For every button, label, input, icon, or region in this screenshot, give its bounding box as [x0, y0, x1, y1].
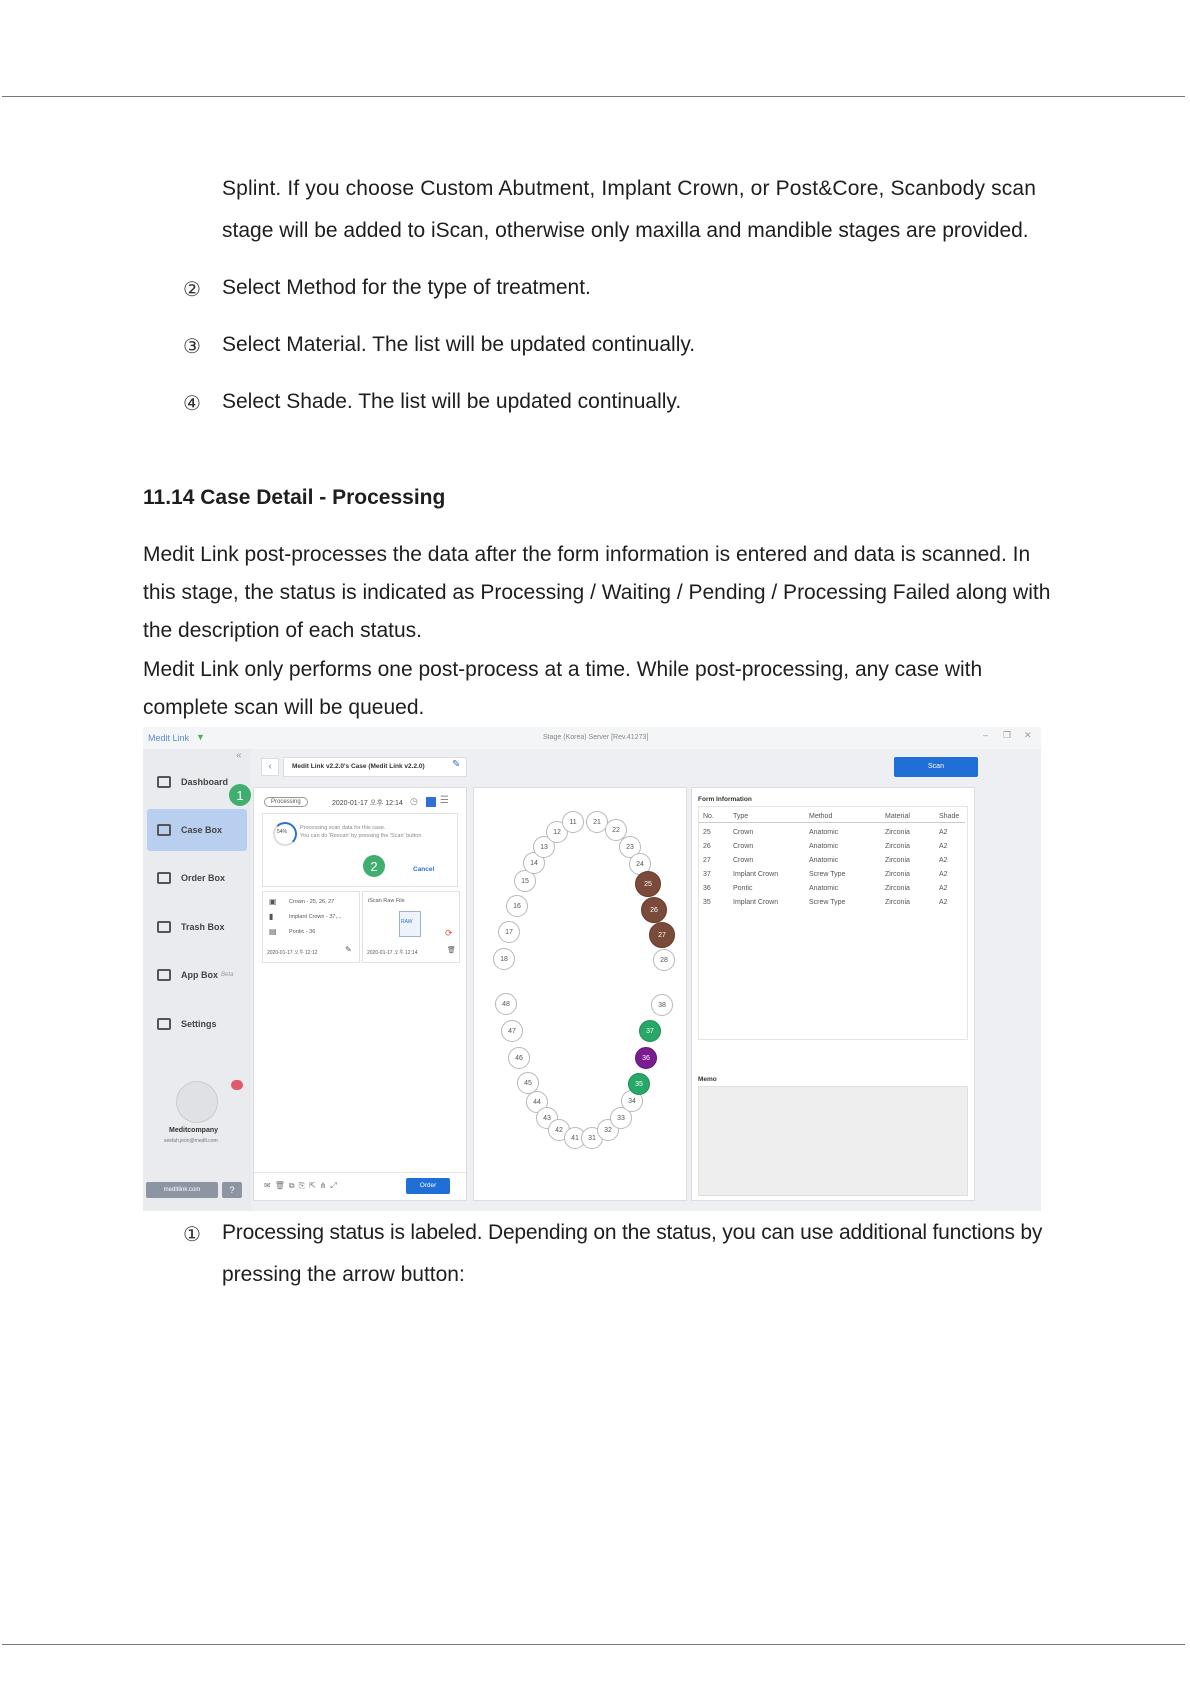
case-panel: [253, 787, 467, 1201]
tooth-36[interactable]: 36: [635, 1047, 657, 1069]
tooth-24[interactable]: 24: [629, 853, 651, 875]
close-icon[interactable]: ✕: [1024, 730, 1032, 740]
tooth-31[interactable]: 31: [581, 1127, 603, 1149]
case-toolbar: [254, 1172, 466, 1199]
col-material: Material: [885, 813, 910, 820]
avatar[interactable]: [176, 1081, 218, 1123]
table-cell: 25: [703, 829, 711, 836]
step-2-text: Select Method for the type of treatment.: [222, 276, 591, 299]
header-rule: [2, 96, 1185, 97]
tooth-23[interactable]: 23: [619, 836, 641, 858]
progress-message-2: You can do 'Rescan' by pressing the 'Scan' button.: [300, 833, 423, 839]
table-row[interactable]: [699, 857, 965, 864]
sidebar-label: Order Box: [181, 873, 226, 883]
tooth-12[interactable]: 12: [546, 821, 568, 843]
sidebar-item-app-box[interactable]: [147, 954, 247, 996]
maximize-icon[interactable]: ❐: [1003, 730, 1012, 740]
table-cell: Crown: [733, 843, 754, 850]
col-shade: Shade: [939, 813, 960, 820]
tooth-33[interactable]: 33: [610, 1107, 632, 1129]
col-method: Method: [809, 813, 833, 820]
tooth-48[interactable]: 48: [495, 993, 517, 1015]
sidebar-label: Case Box: [181, 825, 223, 835]
table-cell: 36: [703, 885, 711, 892]
tooth-46[interactable]: 46: [508, 1047, 530, 1069]
case-box-icon: [157, 824, 171, 836]
app-box-icon: [157, 969, 171, 981]
sync-error-icon[interactable]: ⟳: [445, 928, 453, 938]
cancel-button[interactable]: Cancel: [413, 866, 435, 873]
table-cell: Anatomic: [809, 829, 839, 836]
table-cell: Implant Crown: [733, 871, 779, 878]
section-heading: 11.14 Case Detail - Processing: [143, 486, 446, 509]
form-information-panel: [691, 787, 975, 1201]
para-line-4: Medit Link only performs one post-process at a time. While post-processing, any case with: [143, 658, 983, 681]
raw-file-card[interactable]: [362, 891, 460, 963]
window-title: Stage (Korea) Server [Rev.41273]: [543, 734, 649, 741]
implant-icon: ▮: [269, 912, 274, 921]
para-line-5: complete scan will be queued.: [143, 696, 425, 719]
progress-message-1: Processing scan data for this case.: [300, 825, 386, 831]
intro-line-2: stage will be added to iScan, otherwise only maxilla and mandible stages are provided.: [222, 219, 1029, 242]
sidebar-item-trash-box[interactable]: [147, 906, 247, 948]
after-line-2: pressing the arrow button:: [222, 1263, 465, 1286]
step-3-text: Select Material. The list will be updated continually.: [222, 333, 696, 356]
table-row[interactable]: [699, 871, 965, 878]
table-cell: Zirconia: [885, 885, 910, 892]
tooth-45[interactable]: 45: [517, 1072, 539, 1094]
table-cell: A2: [939, 885, 948, 892]
case-datetime: 2020-01-17 오후 12:14: [332, 800, 403, 807]
tooth-25[interactable]: 25: [635, 871, 661, 897]
table-cell: Crown: [733, 857, 754, 864]
tooth-32[interactable]: 32: [597, 1119, 619, 1141]
step-3-marker: ③: [183, 336, 201, 358]
table-cell: Zirconia: [885, 899, 910, 906]
wifi-icon: ▼: [196, 732, 205, 742]
tooth-13[interactable]: 13: [533, 836, 555, 858]
tooth-14[interactable]: 14: [523, 852, 545, 874]
sidebar-item-settings[interactable]: [147, 1003, 247, 1045]
tooth-47[interactable]: 47: [501, 1020, 523, 1042]
app-screenshot: [143, 727, 1041, 1211]
grid-view-icon[interactable]: [426, 797, 436, 807]
tooth-21[interactable]: 21: [586, 811, 608, 833]
table-cell: Anatomic: [809, 885, 839, 892]
pontic-icon: ▤: [269, 927, 277, 936]
table-cell: A2: [939, 829, 948, 836]
tooth-16[interactable]: 16: [506, 895, 528, 917]
tooth-11[interactable]: 11: [562, 811, 584, 833]
tooth-18[interactable]: 18: [493, 948, 515, 970]
tooth-41[interactable]: 41: [564, 1127, 586, 1149]
order-date: 2020-01-17 오후 12:12: [267, 950, 318, 956]
para-line-2: this stage, the status is indicated as Processing / Waiting / Pending / Processing Failed along with: [143, 581, 1051, 604]
delete-icon[interactable]: 🗑: [447, 947, 456, 954]
tooth-icon: ▣: [269, 897, 277, 906]
order-box-icon: [157, 872, 171, 884]
table-row[interactable]: [699, 843, 965, 850]
tooth-42[interactable]: 42: [548, 1119, 570, 1141]
table-cell: Screw Type: [809, 871, 846, 878]
table-cell: Screw Type: [809, 899, 846, 906]
footer-rule: [2, 1644, 1185, 1645]
scan-button[interactable]: Scan: [894, 757, 978, 777]
table-row[interactable]: [699, 899, 965, 906]
table-header: [699, 813, 965, 823]
tooth-44[interactable]: 44: [526, 1091, 548, 1113]
help-icon[interactable]: ?: [222, 1182, 242, 1198]
order-item: Implant Crown - 37,...: [289, 914, 342, 920]
sidebar-label: Trash Box: [181, 922, 225, 932]
table-cell: A2: [939, 857, 948, 864]
table-cell: Zirconia: [885, 843, 910, 850]
order-button[interactable]: Order: [406, 1178, 450, 1194]
table-cell: Zirconia: [885, 871, 910, 878]
table-cell: Pontic: [733, 885, 753, 892]
table-cell: 27: [703, 857, 711, 864]
tooth-34[interactable]: 34: [621, 1090, 643, 1112]
table-cell: Crown: [733, 829, 754, 836]
table-cell: A2: [939, 871, 948, 878]
beta-tag: Beta: [221, 972, 234, 978]
progress-card: [262, 813, 458, 887]
step-4-marker: ④: [183, 393, 201, 415]
memo-label: Memo: [698, 1076, 717, 1083]
case-title: Medit Link v2.2.0's Case (Medit Link v2.2.0): [292, 763, 425, 770]
sidebar-label: Settings: [181, 1019, 217, 1029]
table-cell: Zirconia: [885, 857, 910, 864]
table-row[interactable]: [699, 885, 965, 892]
after-line-1: Processing status is labeled. Depending on the status, you can use additional functions by: [222, 1221, 1043, 1244]
tooth-17[interactable]: 17: [498, 921, 520, 943]
table-cell: A2: [939, 843, 948, 850]
progress-percent: 54%: [277, 829, 288, 835]
memo-field[interactable]: [698, 1086, 968, 1196]
collapse-icon[interactable]: «: [236, 750, 242, 761]
sidebar-label: Dashboard: [181, 777, 229, 787]
form-information-title: Form Information: [698, 796, 752, 803]
form-table: [698, 806, 968, 1040]
raw-file-title: iScan Raw File: [368, 898, 405, 904]
order-item: Crown - 25, 26, 27: [289, 899, 335, 905]
table-cell: Zirconia: [885, 829, 910, 836]
trash-icon: [157, 921, 171, 933]
table-cell: Anatomic: [809, 843, 839, 850]
settings-icon: [157, 1018, 171, 1030]
table-cell: A2: [939, 899, 948, 906]
table-cell: 35: [703, 899, 711, 906]
intro-line-1: Splint. If you choose Custom Abutment, Implant Crown, or Post&Core, Scanbody scan: [222, 177, 1037, 200]
step-2-marker: ②: [183, 279, 201, 301]
case-title-box: [283, 757, 467, 777]
tooth-28[interactable]: 28: [653, 949, 675, 971]
tooth-43[interactable]: 43: [536, 1107, 558, 1129]
order-item: Pontic - 36: [289, 929, 316, 935]
para-line-3: the description of each status.: [143, 619, 422, 642]
notification-badge[interactable]: [231, 1080, 243, 1090]
step-4-text: Select Shade. The list will be updated continually.: [222, 390, 682, 413]
toolbar-icons[interactable]: ✉🗑⧉⎘⇱⋔⤢: [264, 1181, 341, 1190]
sidebar-item-order-box[interactable]: [147, 857, 247, 899]
table-row[interactable]: [699, 829, 965, 836]
tooth-22[interactable]: 22: [605, 819, 627, 841]
tooth-35[interactable]: 35: [628, 1073, 650, 1095]
user-email: seelah.jeon@medit.com: [164, 1138, 218, 1144]
tooth-15[interactable]: 15: [514, 870, 536, 892]
title-bar: [143, 727, 1041, 749]
table-cell: 37: [703, 871, 711, 878]
order-card[interactable]: [262, 891, 360, 963]
edit-icon[interactable]: ✎: [452, 759, 461, 770]
col-type: Type: [733, 813, 749, 820]
col-no: No.: [703, 813, 714, 820]
clock-icon[interactable]: ◷: [410, 796, 418, 806]
sidebar-item-case-box[interactable]: [147, 809, 247, 851]
minimize-icon[interactable]: –: [983, 730, 989, 740]
meditlink-site-button[interactable]: meditlink.com: [146, 1182, 218, 1198]
callout-badge-2: 2: [363, 855, 385, 877]
table-cell: Implant Crown: [733, 899, 779, 906]
callout-badge-1: 1: [229, 784, 251, 806]
tooth-27[interactable]: 27: [649, 922, 675, 948]
edit-order-icon[interactable]: ✎: [345, 945, 352, 954]
sidebar: [143, 749, 251, 1211]
user-name: Meditcompany: [169, 1127, 219, 1134]
list-view-icon[interactable]: ☰: [440, 795, 449, 806]
tooth-37[interactable]: 37: [639, 1020, 661, 1042]
raw-file-date: 2020-01-17 오후 12:14: [367, 950, 418, 956]
tooth-26[interactable]: 26: [641, 897, 667, 923]
after-marker: ①: [183, 1224, 201, 1246]
status-chip[interactable]: Processing: [264, 797, 308, 807]
table-cell: Anatomic: [809, 857, 839, 864]
sidebar-label: App Box: [181, 970, 218, 980]
para-line-1: Medit Link post-processes the data after the form information is entered and data is scanned. In: [143, 543, 1031, 566]
back-button[interactable]: ‹: [261, 758, 279, 776]
tooth-38[interactable]: 38: [651, 994, 673, 1016]
raw-file-icon-label: RAW: [401, 919, 413, 925]
app-name: Medit Link: [148, 733, 190, 743]
table-cell: 26: [703, 843, 711, 850]
dashboard-icon: [157, 776, 171, 788]
